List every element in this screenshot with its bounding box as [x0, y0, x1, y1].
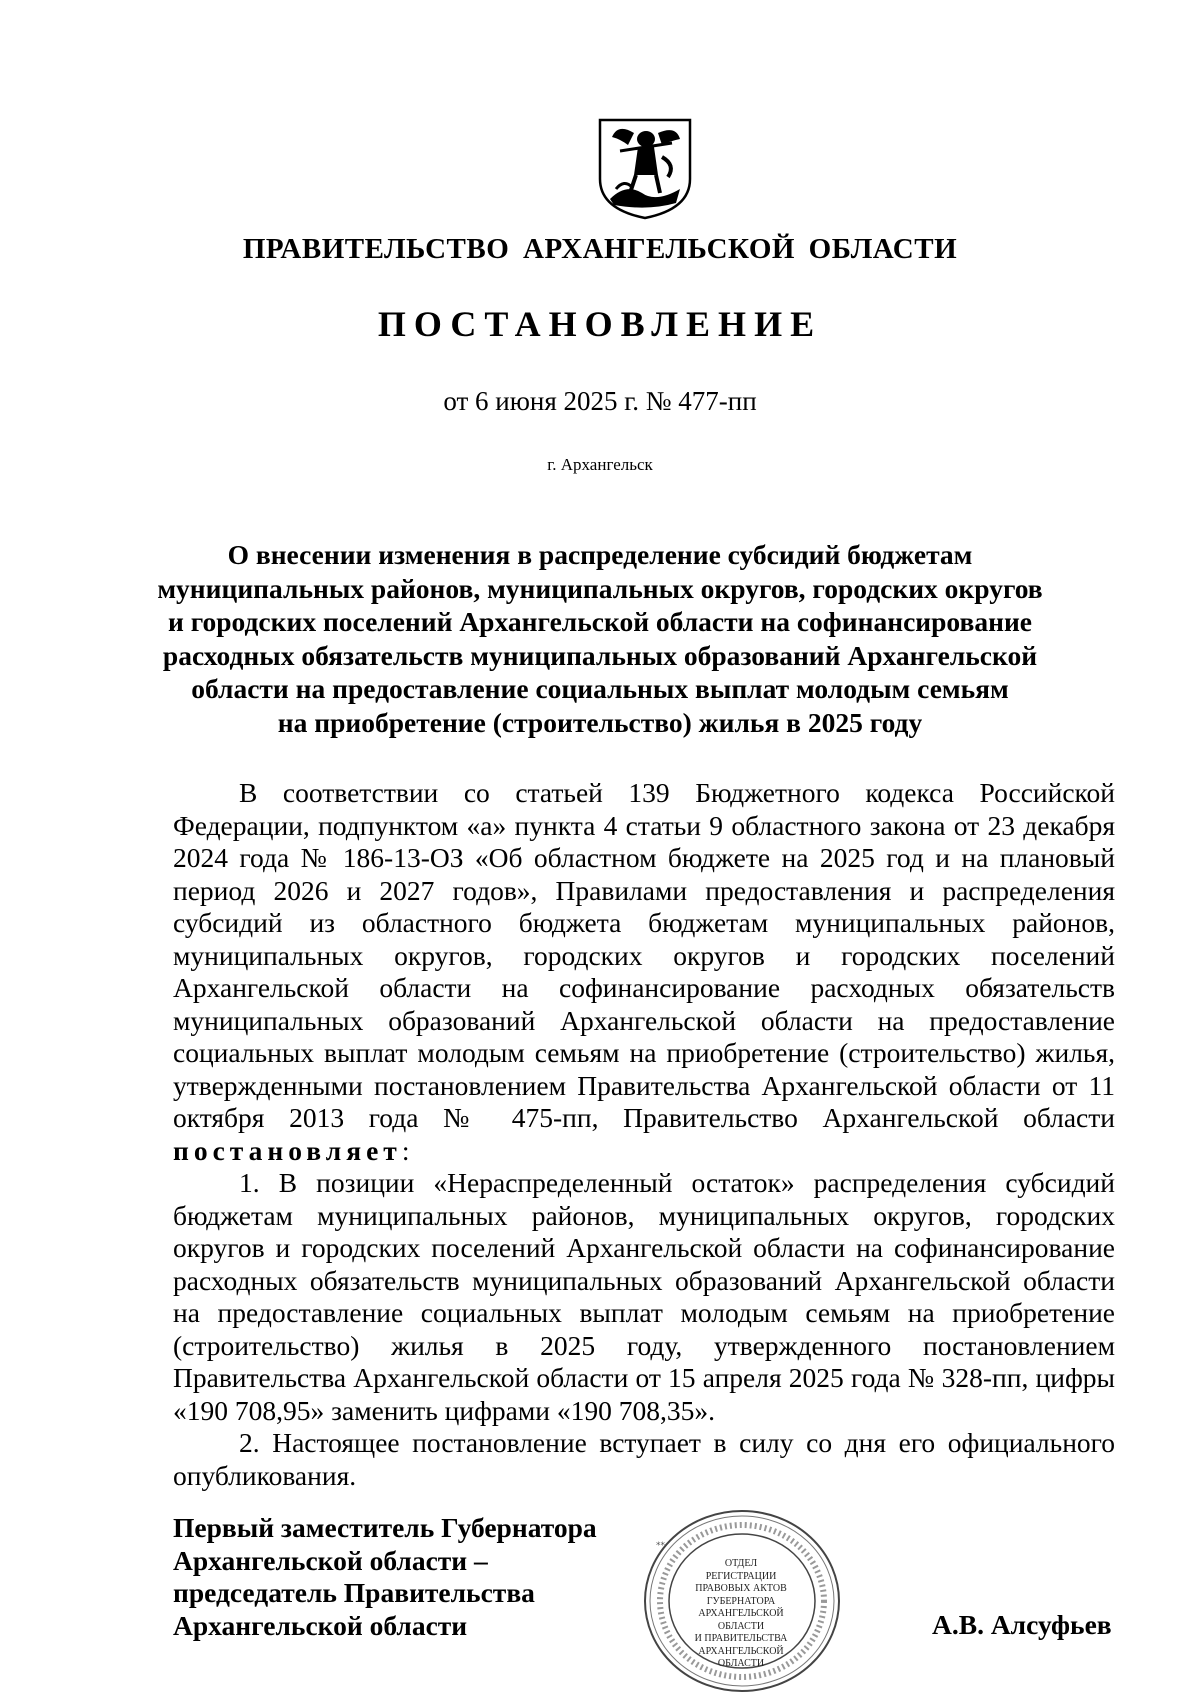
- title-line: О внесении изменения в распределение субсидий бюджетам: [227, 539, 973, 570]
- stamp-line: ОТДЕЛ: [724, 1558, 758, 1569]
- stamp-line: РЕГИСТРАЦИИ: [705, 1570, 777, 1582]
- date-and-number: от 6 июня 2025 г. № 477-пп: [443, 386, 757, 416]
- stamp-line: АРХАНГЕЛЬСКОЙ: [698, 1608, 784, 1619]
- signer-position-line: Архангельской области –: [173, 1544, 488, 1576]
- resolves-word: постановляет: [173, 1134, 402, 1166]
- stamp-line: ОБЛАСТИ: [717, 1658, 765, 1669]
- document-title: [150, 538, 1050, 739]
- stamp-text: [690, 1558, 792, 1671]
- archangel-coat-of-arms-icon: [596, 117, 694, 221]
- document-body: [173, 777, 1115, 1492]
- item-2-paragraph: 2. Настоящее постановление вступает в силу со дня его официального опубликования.: [173, 1427, 1115, 1491]
- signer-position-line: председатель Правительства: [173, 1577, 535, 1608]
- stamp-line: И ПРАВИТЕЛЬСТВА: [694, 1633, 788, 1644]
- item-1-paragraph: 1. В позиции «Нераспределенный остаток» распределения субсидий бюджетам муниципальных районов, муниципальных округов, городских округов и городских поселений Архангельской области на софинансирование расходных обязательств муниципальных образований Архангельской области на предоставление социальных выплат молодым семьям на приобретение (строительство) жилья в 2025 году, утвержденного постановлением Правительства Архангельской области от 15 апреля 2025 года № 328-пп, цифры «190 708,95» заменить цифрами «190 708,35».: [173, 1167, 1115, 1426]
- signer-position-line: Архангельской области: [173, 1609, 468, 1641]
- document-type: ПОСТАНОВЛЕНИЕ: [377, 304, 823, 344]
- preamble-text: В соответствии со статьей 139 Бюджетного кодекса Российской Федерации, подпунктом «а» пункта 4 статьи 9 областного закона от 23 декабря 2024 года № 186-13-ОЗ «Об областном бюджете на 2025 год и на плановый период 2026 и 2027 годов», Правилами предоставления и распределения субсидий из областного бюджета бюджетам муниципальных районов, муниципальных округов, городских округов и городских поселений Архангельской области на софинансирование расходных обязательств муниципальных образований Архангельской области на предоставление социальных выплат молодым семьям на приобретение (строительство) жилья, утвержденными постановлением Правительства Архангельской области от 11 октября 2013 года № 475-пп, Правительство Архангельской области: [173, 777, 1115, 1133]
- stamp-line: АРХАНГЕЛЬСКОЙ: [698, 1645, 784, 1657]
- preamble-paragraph: [173, 777, 1115, 1167]
- colon: :: [401, 1134, 410, 1166]
- stamp-line: ГУБЕРНАТОРА: [706, 1595, 776, 1607]
- city: г. Архангельск: [547, 455, 653, 474]
- government-name: ПРАВИТЕЛЬСТВО АРХАНГЕЛЬСКОЙ ОБЛАСТИ: [242, 233, 958, 265]
- title-line: расходных обязательств муниципальных образований Архангельской: [162, 639, 1038, 671]
- signer-position-line: Первый заместитель Губернатора: [173, 1512, 597, 1543]
- stamp-line: ПРАВОВЫХ АКТОВ: [695, 1583, 787, 1594]
- title-line: области на предоставление социальных выплат молодым семьям: [191, 673, 1009, 704]
- signer-name: А.В. Алсуфьев: [932, 1609, 1112, 1640]
- signer-position: [173, 1512, 597, 1642]
- title-line: муниципальных районов, муниципальных округов, городских округов: [157, 572, 1043, 604]
- svg-text:**: **: [656, 1541, 665, 1551]
- title-line: и городских поселений Архангельской области на софинансирование: [167, 606, 1032, 637]
- stamp-line: ОБЛАСТИ: [717, 1620, 765, 1632]
- title-line: на приобретение (строительство) жилья в 2025 году: [277, 706, 923, 738]
